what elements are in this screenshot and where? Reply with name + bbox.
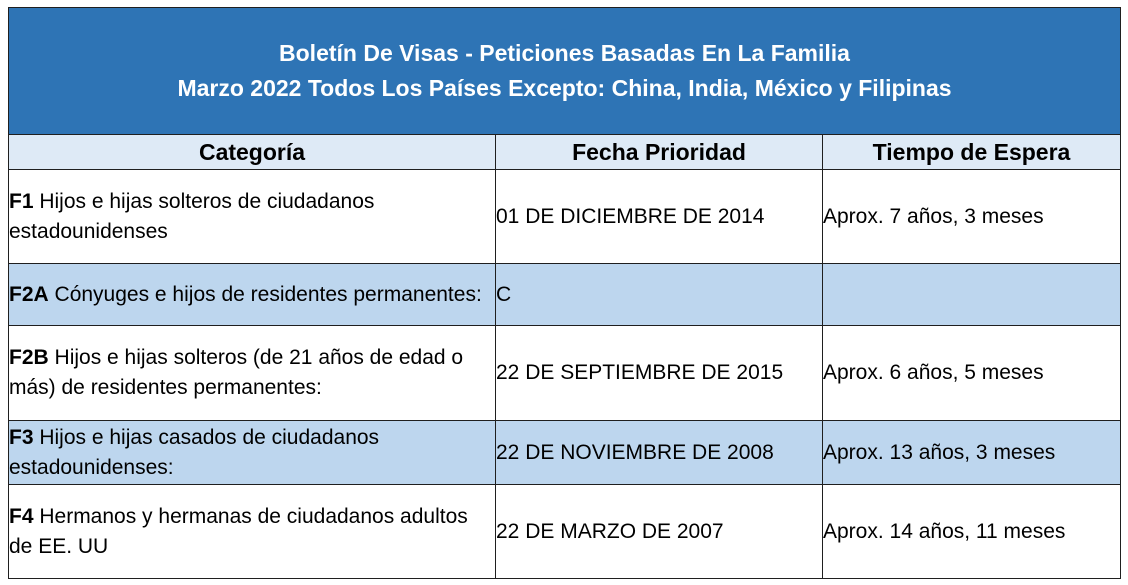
- category-code: F4: [9, 504, 34, 528]
- column-header-priority-date: Fecha Prioridad: [496, 135, 823, 170]
- table-row-f1: [9, 170, 1121, 264]
- table-row-f2a: [9, 264, 1121, 326]
- category-cell: [9, 421, 496, 485]
- category-code: F1: [9, 189, 34, 213]
- table-row-f4: [9, 485, 1121, 579]
- wait-time-cell: Aprox. 13 años, 3 meses: [823, 421, 1121, 485]
- category-cell: [9, 170, 496, 264]
- category-cell: [9, 326, 496, 421]
- category-description: Cónyuges e hijos de residentes permanentes:: [48, 282, 482, 306]
- category-cell: [9, 264, 496, 326]
- title-line-1: Boletín De Visas - Peticiones Basadas En La Familia: [279, 40, 850, 66]
- category-code: F2A: [9, 282, 49, 306]
- wait-time-cell: Aprox. 7 años, 3 meses: [823, 170, 1121, 264]
- title-line-2: Marzo 2022 Todos Los Países Excepto: China, India, México y Filipinas: [177, 75, 952, 101]
- category-description: Hijos e hijas solteros de ciudadanos estadounidenses: [9, 189, 375, 243]
- category-code: F3: [9, 425, 34, 449]
- table-title: [9, 8, 1121, 135]
- priority-date-cell: 22 DE MARZO DE 2007: [496, 485, 823, 579]
- title-row: [9, 8, 1121, 135]
- priority-date-cell: C: [496, 264, 823, 326]
- column-header-wait-time: Tiempo de Espera: [823, 135, 1121, 170]
- header-row: [9, 135, 1121, 170]
- wait-time-cell: Aprox. 6 años, 5 meses: [823, 326, 1121, 421]
- category-description: Hermanos y hermanas de ciudadanos adultos de EE. UU: [9, 504, 468, 558]
- column-header-category: Categoría: [9, 135, 496, 170]
- table-row-f3: [9, 421, 1121, 485]
- category-code: F2B: [9, 346, 49, 369]
- wait-time-cell: Aprox. 14 años, 11 meses: [823, 485, 1121, 579]
- category-description: Hijos e hijas solteros (de 21 años de edad o más) de residentes permanentes:: [9, 346, 464, 399]
- category-cell: [9, 485, 496, 579]
- wait-time-cell: [823, 264, 1121, 326]
- priority-date-cell: 22 DE NOVIEMBRE DE 2008: [496, 421, 823, 485]
- category-description: Hijos e hijas casados de ciudadanos estadounidenses:: [9, 425, 380, 479]
- priority-date-cell: 22 DE SEPTIEMBRE DE 2015: [496, 326, 823, 421]
- table-row-f2b: [9, 326, 1121, 421]
- visa-bulletin-table: [8, 7, 1121, 579]
- priority-date-cell: 01 DE DICIEMBRE DE 2014: [496, 170, 823, 264]
